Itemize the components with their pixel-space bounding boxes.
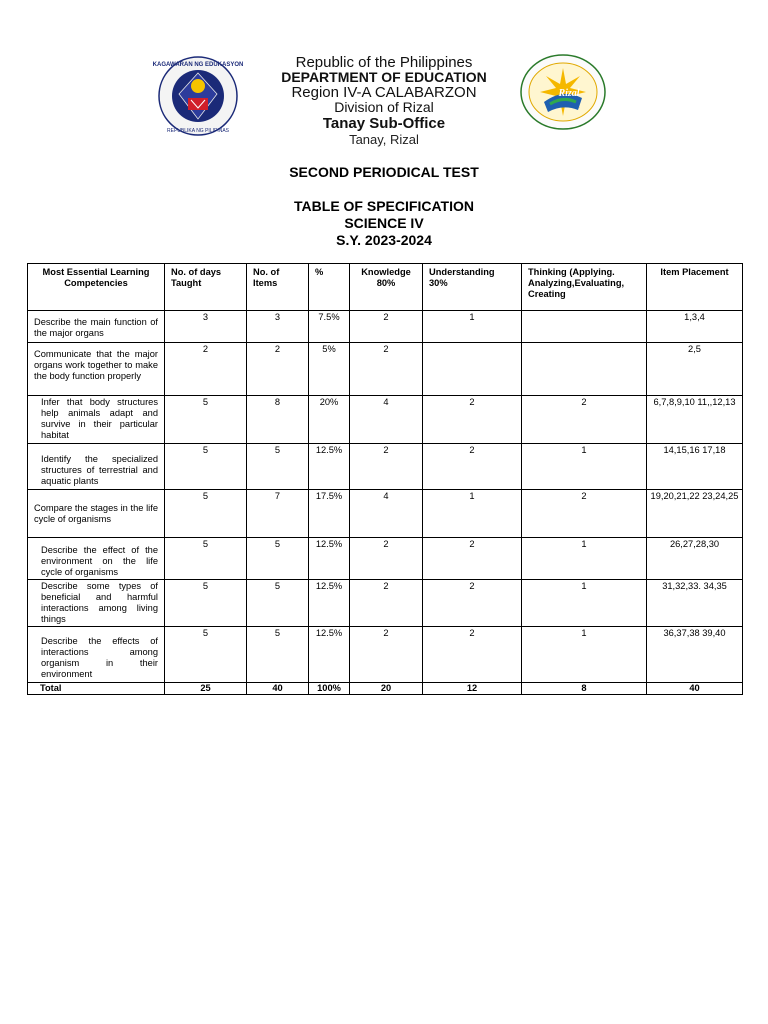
rizal-logo-text: Rizal <box>558 88 580 99</box>
total-percent-cell: 100% <box>309 683 350 695</box>
competency-cell: Describe the main function of the major organs <box>28 311 165 343</box>
knowledge-cell: 4 <box>350 490 423 538</box>
test-title: SECOND PERIODICAL TEST <box>289 164 479 180</box>
understanding-cell: 1 <box>423 311 522 343</box>
days-cell: 3 <box>165 311 247 343</box>
total-placement-cell: 40 <box>647 683 743 695</box>
thinking-cell: 2 <box>522 490 647 538</box>
placement-cell: 36,37,38 39,40 <box>647 627 743 683</box>
understanding-cell: 2 <box>423 580 522 627</box>
col-header-items: No. of Items <box>247 264 309 311</box>
deped-seal-logo <box>152 56 244 136</box>
percent-cell: 20% <box>309 396 350 444</box>
col-header-knowledge: Knowledge 80% <box>350 264 423 311</box>
table-row <box>28 343 743 396</box>
competency-cell: Communicate that the major organs work together to make the body function properly <box>28 343 165 396</box>
total-thinking-cell: 8 <box>522 683 647 695</box>
col-header-percent: % <box>309 264 350 311</box>
subject-title: SCIENCE IV <box>344 215 424 231</box>
items-cell: 5 <box>247 580 309 627</box>
tos-title: TABLE OF SPECIFICATION <box>294 198 474 214</box>
placement-cell: 19,20,21,22 23,24,25 <box>647 490 743 538</box>
header-republic: Republic of the Philippines <box>295 54 473 71</box>
svg-text:KAGAWARAN NG EDUKASYON: KAGAWARAN NG EDUKASYON <box>152 62 244 68</box>
rizal-division-seal-logo <box>520 54 606 130</box>
placement-cell: 6,7,8,9,10 11,,12,13 <box>647 396 743 444</box>
thinking-cell: 1 <box>522 580 647 627</box>
understanding-cell <box>423 343 522 396</box>
knowledge-cell: 4 <box>350 396 423 444</box>
knowledge-cell: 2 <box>350 627 423 683</box>
understanding-cell: 2 <box>423 444 522 490</box>
table-row <box>28 490 743 538</box>
understanding-cell: 1 <box>423 490 522 538</box>
items-cell: 2 <box>247 343 309 396</box>
competency-cell: Describe the effect of the environment on the life cycle of organisms <box>28 538 165 580</box>
svg-text:REPUBLIKA NG PILIPINAS: REPUBLIKA NG PILIPINAS <box>167 128 229 134</box>
items-cell: 5 <box>247 538 309 580</box>
header-sub-office: Tanay Sub-Office <box>322 115 446 132</box>
letterhead <box>0 0 768 160</box>
col-header-competencies: Most Essential Learning Competencies <box>28 264 165 311</box>
header-department: DEPARTMENT OF EDUCATION <box>281 69 487 85</box>
table-row <box>28 311 743 343</box>
thinking-cell: 1 <box>522 538 647 580</box>
total-days-cell: 25 <box>165 683 247 695</box>
days-cell: 5 <box>165 396 247 444</box>
col-header-understanding: Understanding 30% <box>423 264 522 311</box>
thinking-cell <box>522 343 647 396</box>
placement-cell: 2,5 <box>647 343 743 396</box>
percent-cell: 12.5% <box>309 580 350 627</box>
understanding-cell: 2 <box>423 538 522 580</box>
percent-cell: 5% <box>309 343 350 396</box>
school-year-title: S.Y. 2023-2024 <box>336 232 432 248</box>
header-region: Region IV-A CALABARZON <box>291 84 477 101</box>
header-row <box>28 264 743 311</box>
items-cell: 3 <box>247 311 309 343</box>
days-cell: 5 <box>165 490 247 538</box>
understanding-cell: 2 <box>423 396 522 444</box>
table-row <box>28 444 743 490</box>
table-row <box>28 396 743 444</box>
knowledge-cell: 2 <box>350 538 423 580</box>
thinking-cell: 1 <box>522 627 647 683</box>
col-header-placement: Item Placement <box>647 264 743 311</box>
knowledge-cell: 2 <box>350 444 423 490</box>
knowledge-cell: 2 <box>350 343 423 396</box>
competency-cell: Infer that body structures help animals adapt and survive in their particular habitat <box>28 396 165 444</box>
placement-cell: 31,32,33. 34,35 <box>647 580 743 627</box>
table-row <box>28 538 743 580</box>
percent-cell: 17.5% <box>309 490 350 538</box>
thinking-cell <box>522 311 647 343</box>
percent-cell: 12.5% <box>309 627 350 683</box>
items-cell: 7 <box>247 490 309 538</box>
placement-cell: 1,3,4 <box>647 311 743 343</box>
items-cell: 5 <box>247 627 309 683</box>
days-cell: 5 <box>165 627 247 683</box>
understanding-cell: 2 <box>423 627 522 683</box>
days-cell: 5 <box>165 580 247 627</box>
table-of-specification <box>27 263 743 695</box>
percent-cell: 7.5% <box>309 311 350 343</box>
competency-cell: Describe the effects of interactions among organism in their environment <box>28 627 165 683</box>
placement-cell: 26,27,28,30 <box>647 538 743 580</box>
knowledge-cell: 2 <box>350 580 423 627</box>
knowledge-cell: 2 <box>350 311 423 343</box>
percent-cell: 12.5% <box>309 444 350 490</box>
total-understanding-cell: 12 <box>423 683 522 695</box>
header-location: Tanay, Rizal <box>349 132 419 147</box>
days-cell: 2 <box>165 343 247 396</box>
total-row <box>28 683 743 695</box>
table-row <box>28 580 743 627</box>
thinking-cell: 1 <box>522 444 647 490</box>
total-items-cell: 40 <box>247 683 309 695</box>
total-label: Total <box>28 683 165 695</box>
competency-cell: Compare the stages in the life cycle of organisms <box>28 490 165 538</box>
items-cell: 5 <box>247 444 309 490</box>
thinking-cell: 2 <box>522 396 647 444</box>
total-knowledge-cell: 20 <box>350 683 423 695</box>
col-header-days: No. of days Taught <box>165 264 247 311</box>
items-cell: 8 <box>247 396 309 444</box>
competency-cell: Identify the specialized structures of terrestrial and aquatic plants <box>28 444 165 490</box>
competency-cell: Describe some types of beneficial and harmful interactions among living things <box>28 580 165 627</box>
days-cell: 5 <box>165 538 247 580</box>
table-row <box>28 627 743 683</box>
header-division: Division of Rizal <box>334 99 434 115</box>
days-cell: 5 <box>165 444 247 490</box>
percent-cell: 12.5% <box>309 538 350 580</box>
col-header-thinking: Thinking (Applying. Analyzing,Evaluating, Creating <box>522 264 647 311</box>
placement-cell: 14,15,16 17,18 <box>647 444 743 490</box>
